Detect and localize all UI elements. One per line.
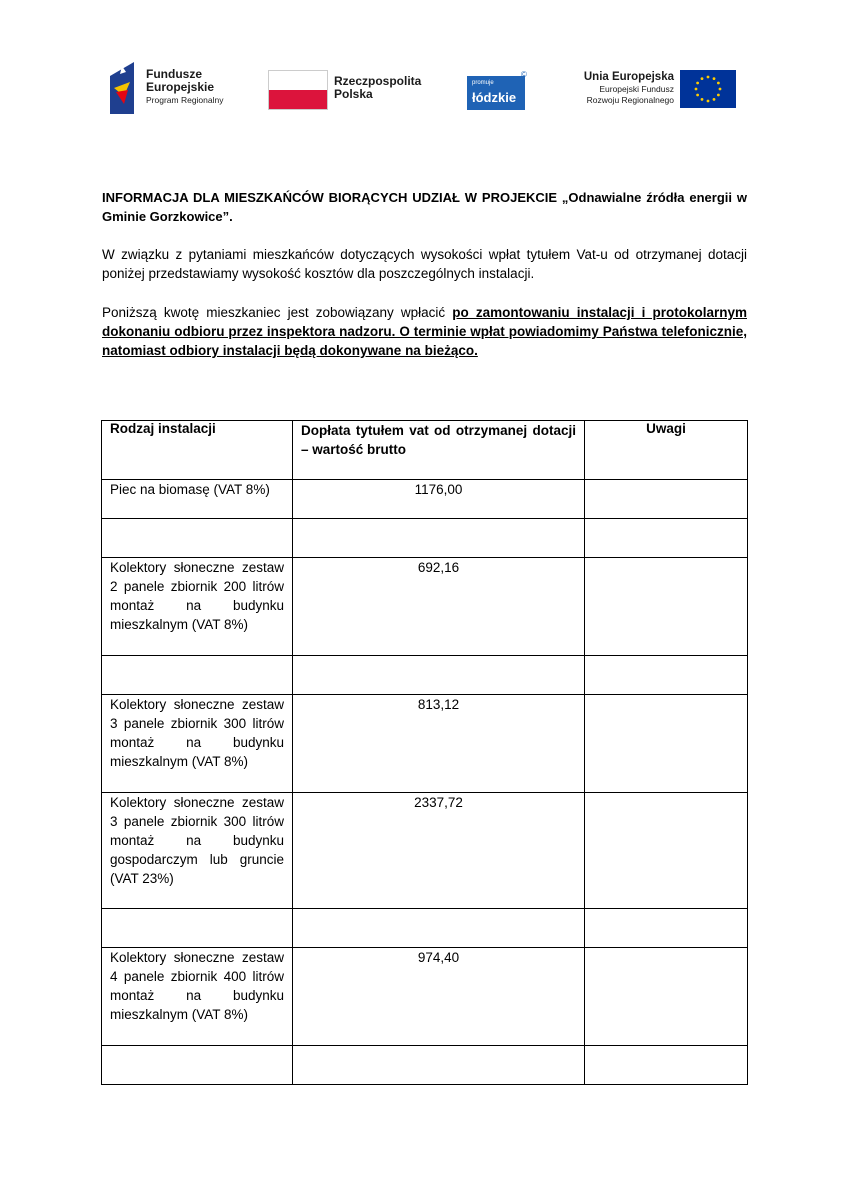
- installation-costs-table: [101, 420, 748, 1085]
- row-vat-amount: 1176,00: [293, 480, 585, 519]
- eu-title: Unia Europejska: [583, 71, 674, 83]
- row-installation-type: Kolektory słoneczne zestaw 3 panele zbiornik 300 litrów montaż na budynku gospodarczym lub gruncie (VAT 23%): [102, 793, 293, 909]
- logo-bar: [110, 60, 740, 120]
- row-installation-type: Kolektory słoneczne zestaw 3 panele zbiornik 300 litrów montaż na budynku mieszkalnym (VAT 8%): [102, 695, 293, 793]
- table-row: [102, 480, 748, 519]
- payment-paragraph: [102, 303, 747, 360]
- row-vat-amount: 692,16: [293, 558, 585, 656]
- european-funds-text: [146, 68, 223, 106]
- eu-logo: [570, 60, 740, 116]
- poland-line1: Rzeczpospolita: [334, 74, 422, 88]
- table-row: [102, 695, 748, 793]
- table-row: [102, 948, 748, 1046]
- row-notes: [585, 519, 748, 558]
- row-installation-type: Kolektory słoneczne zestaw 2 panele zbiornik 200 litrów montaż na budynku mieszkalnym (VAT 8%): [102, 558, 293, 656]
- table-row: [102, 909, 748, 948]
- lodzkie-big-text: łódzkie: [472, 90, 517, 105]
- row-notes: [585, 948, 748, 1046]
- european-funds-sub: Program Regionalny: [146, 95, 224, 105]
- payment-paragraph-plain: Poniższą kwotę mieszkaniec jest zobowiązany wpłacić: [102, 305, 453, 320]
- poland-text: [334, 75, 421, 101]
- row-notes: [585, 909, 748, 948]
- row-notes: [585, 695, 748, 793]
- row-notes: [585, 480, 748, 519]
- header-vat-amount: Dopłata tytułem vat od otrzymanej dotacji – wartość brutto: [293, 421, 585, 480]
- eu-sub1: Europejski Fundusz: [599, 84, 674, 94]
- row-installation-type: [102, 909, 293, 948]
- poland-line2: Polska: [334, 87, 373, 101]
- row-installation-type: Kolektory słoneczne zestaw 4 panele zbiornik 400 litrów montaż na budynku mieszkalnym (VAT 8%): [102, 948, 293, 1046]
- table-row: [102, 1046, 748, 1085]
- row-vat-amount: [293, 909, 585, 948]
- eu-text: [570, 70, 674, 106]
- row-notes: [585, 1046, 748, 1085]
- header-notes: Uwagi: [585, 421, 748, 480]
- row-installation-type: [102, 519, 293, 558]
- eu-sub2: Rozwoju Regionalnego: [586, 95, 674, 105]
- european-funds-line1: Fundusze: [146, 67, 202, 81]
- row-notes: [585, 793, 748, 909]
- row-notes: [585, 558, 748, 656]
- table-body: [102, 480, 748, 1085]
- payment-paragraph-emphasis: po zamontowaniu instalacji i protokolarnym dokonaniu odbioru przez inspektora nadzoru. O terminie wpłat powiadomimy Państwa telefonicznie, natomiast odbiory instalacji będą dokonywane na bieżąco.: [102, 305, 747, 358]
- row-notes: [585, 656, 748, 695]
- row-vat-amount: [293, 656, 585, 695]
- eu-flag-icon: [680, 70, 736, 108]
- poland-flag-icon: [268, 70, 328, 110]
- row-installation-type: [102, 656, 293, 695]
- european-funds-logo: [110, 60, 250, 116]
- row-vat-amount: [293, 519, 585, 558]
- table-row: [102, 558, 748, 656]
- table-row: [102, 656, 748, 695]
- table-row: [102, 519, 748, 558]
- row-vat-amount: 813,12: [293, 695, 585, 793]
- poland-logo: [268, 60, 438, 116]
- row-vat-amount: 974,40: [293, 948, 585, 1046]
- table-header-row: [102, 421, 748, 480]
- lodzkie-small-text: promuje: [472, 80, 494, 86]
- lodzkie-copyright-mark: ©: [521, 70, 527, 79]
- lodzkie-logo: [467, 70, 531, 120]
- row-vat-amount: 2337,72: [293, 793, 585, 909]
- european-funds-star-icon: [110, 62, 140, 114]
- lodzkie-badge: [467, 76, 525, 110]
- row-installation-type: Piec na biomasę (VAT 8%): [102, 480, 293, 519]
- intro-paragraph: W związku z pytaniami mieszkańców dotyczących wysokości wpłat tytułem Vat-u od otrzymanej dotacji poniżej przedstawiamy wysokość kosztów dla poszczególnych instalacji.: [102, 247, 747, 281]
- european-funds-line2: Europejskie: [146, 80, 215, 94]
- row-vat-amount: [293, 1046, 585, 1085]
- document-heading: INFORMACJA DLA MIESZKAŃCÓW BIORĄCYCH UDZIAŁ W PROJEKCIE „Odnawialne źródła energii w Gminie Gorzkowice”.: [102, 190, 747, 224]
- table-row: [102, 793, 748, 909]
- row-installation-type: [102, 1046, 293, 1085]
- header-installation-type: Rodzaj instalacji: [102, 421, 293, 480]
